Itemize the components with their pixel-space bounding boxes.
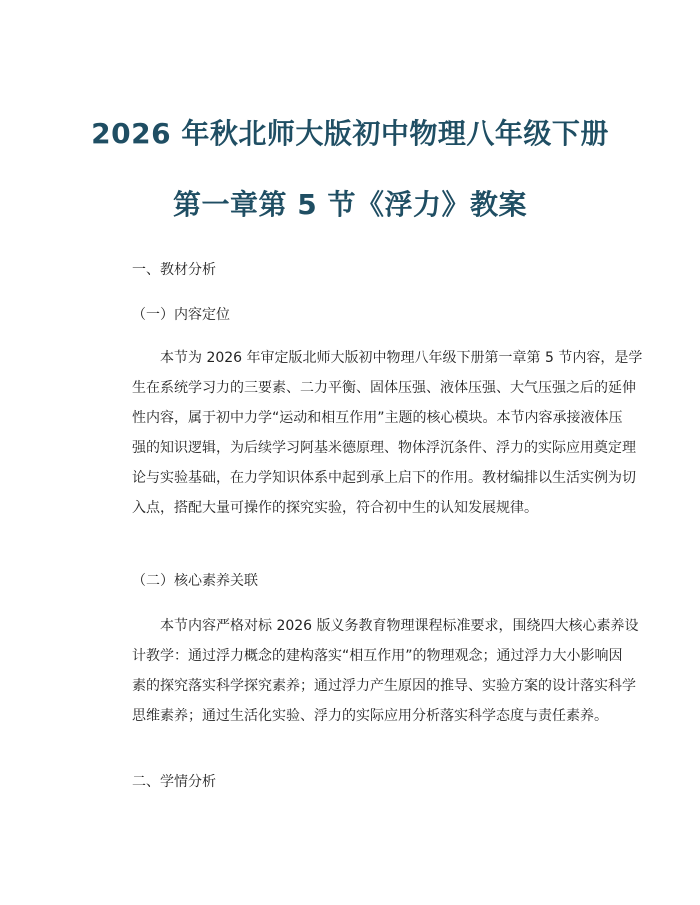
paragraph-line: 本节内容严格对标 2026 版义务教育物理课程标准要求，围绕四大核心素养设 (160, 618, 639, 634)
subsection-heading-content-positioning: （一）内容定位 (132, 307, 230, 323)
paragraph-line: 强的知识逻辑，为后续学习阿基米德原理、物体浮沉条件、浮力的实际应用奠定理 (132, 440, 636, 456)
paragraph-line: 入点，搭配大量可操作的探究实验，符合初中生的认知发展规律。 (132, 500, 538, 516)
subsection-heading-core-literacy: （二）核心素养关联 (132, 573, 258, 589)
paragraph-line: 素的探究落实科学探究素养；通过浮力产生原因的推导、实验方案的设计落实科学 (132, 678, 636, 694)
document-title-line-1: 2026 年秋北师大版初中物理八年级下册 (91, 117, 609, 150)
paragraph-content-positioning (132, 343, 643, 523)
section-heading-learner-analysis: 二、学情分析 (132, 774, 216, 790)
section-heading-textbook-analysis: 一、教材分析 (132, 262, 216, 278)
paragraph-line: 计教学：通过浮力概念的建构落实“相互作用”的物理观念；通过浮力大小影响因 (132, 648, 623, 664)
document-title-line-2: 第一章第 5 节《浮力》教案 (173, 188, 527, 221)
paragraph-core-literacy (132, 611, 639, 731)
paragraph-line: 论与实验基础，在力学知识体系中起到承上启下的作用。教材编排以生活实例为切 (132, 470, 636, 486)
paragraph-line: 生在系统学习力的三要素、二力平衡、固体压强、液体压强、大气压强之后的延伸 (132, 380, 636, 396)
paragraph-line: 性内容，属于初中力学“运动和相互作用”主题的核心模块。本节内容承接液体压 (132, 410, 623, 426)
paragraph-line: 思维素养；通过生活化实验、浮力的实际应用分析落实科学态度与责任素养。 (132, 708, 608, 724)
paragraph-line: 本节为 2026 年审定版北师大版初中物理八年级下册第一章第 5 节内容，是学 (160, 350, 643, 366)
